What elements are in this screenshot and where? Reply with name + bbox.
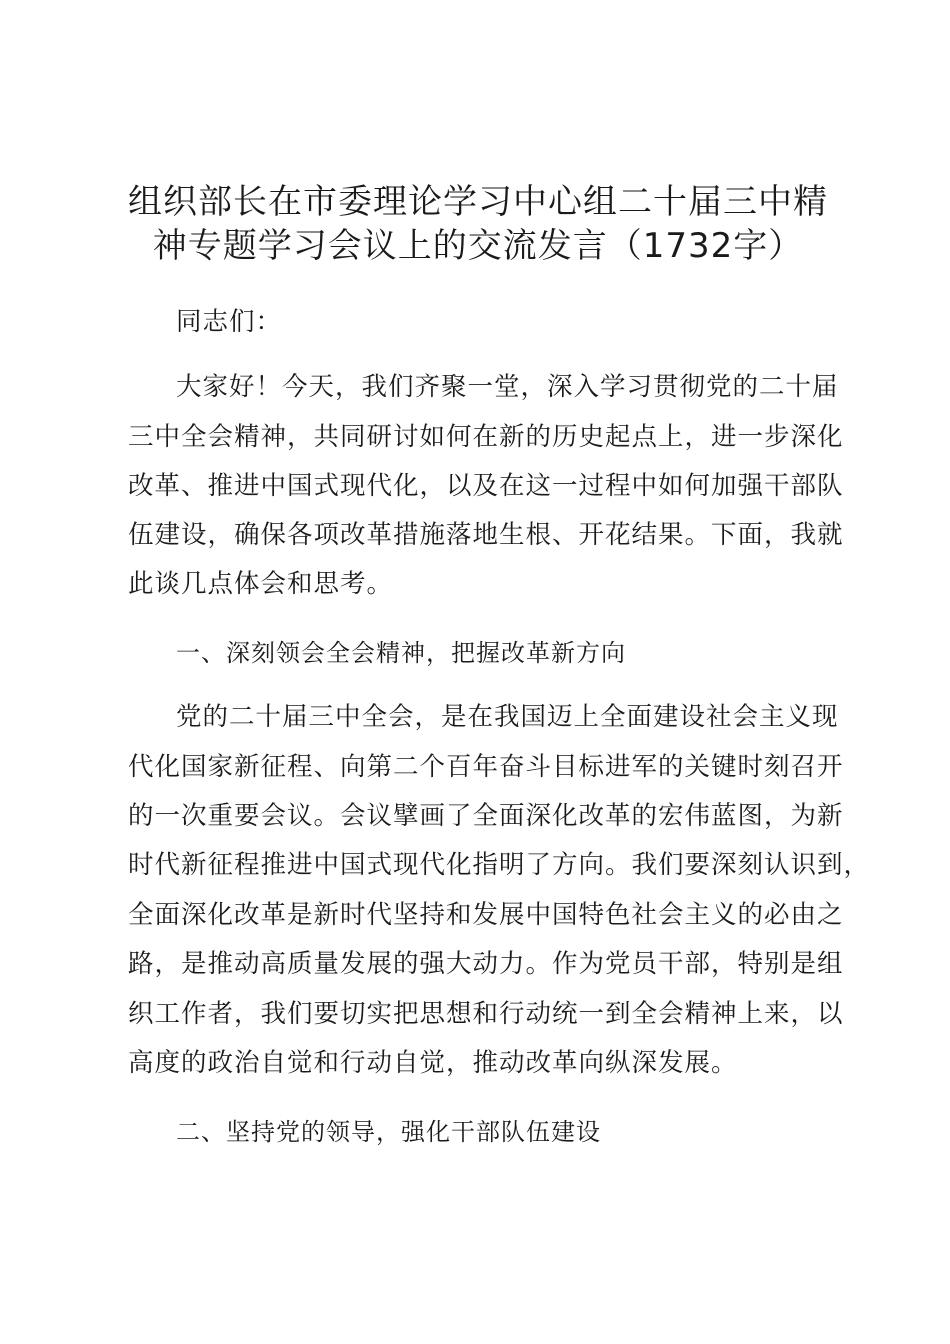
title-line-1: 组织部长在市委理论学习中心组二十届三中精: [128, 182, 828, 222]
intro-line: 此谈几点体会和思考。: [128, 569, 394, 599]
intro-line: 伍建设，确保各项改革措施落地生根、开花结果。下面，我就: [128, 520, 844, 550]
section-heading-2: 二、坚持党的领导，强化干部队伍建设: [176, 1118, 601, 1146]
section1-line: 织工作者，我们要切实把思想和行动统一到全会精神上来，以: [128, 999, 844, 1029]
section1-line: 全面深化改革是新时代坚持和发展中国特色社会主义的必由之: [128, 900, 844, 930]
section1-line: 路，是推动高质量发展的强大动力。作为党员干部，特别是组: [128, 949, 844, 979]
intro-line: 大家好！今天，我们齐聚一堂，深入学习贯彻党的二十届: [176, 372, 839, 402]
intro-line: 三中全会精神，共同研讨如何在新的历史起点上，进一步深化: [128, 422, 844, 452]
section1-line: 党的二十届三中全会，是在我国迈上全面建设社会主义现: [176, 702, 839, 732]
section1-line: 时代新征程推进中国式现代化指明了方向。我们要深刻认识到，: [128, 850, 871, 880]
salutation: 同志们：: [176, 307, 283, 337]
document-title: [118, 180, 838, 268]
section1-line: 的一次重要会议。会议擘画了全面深化改革的宏伟蓝图，为新: [128, 801, 844, 831]
title-line-2: 神专题学习会议上的交流发言（1732字）: [152, 226, 804, 266]
intro-line: 改革、推进中国式现代化，以及在这一过程中如何加强干部队: [128, 471, 844, 501]
section1-line: 高度的政治自觉和行动自觉，推动改革向纵深发展。: [128, 1048, 738, 1078]
section-heading-1: 一、深刻领会全会精神，把握改革新方向: [176, 639, 626, 667]
section1-line: 代化国家新征程、向第二个百年奋斗目标进军的关键时刻召开: [128, 752, 844, 782]
